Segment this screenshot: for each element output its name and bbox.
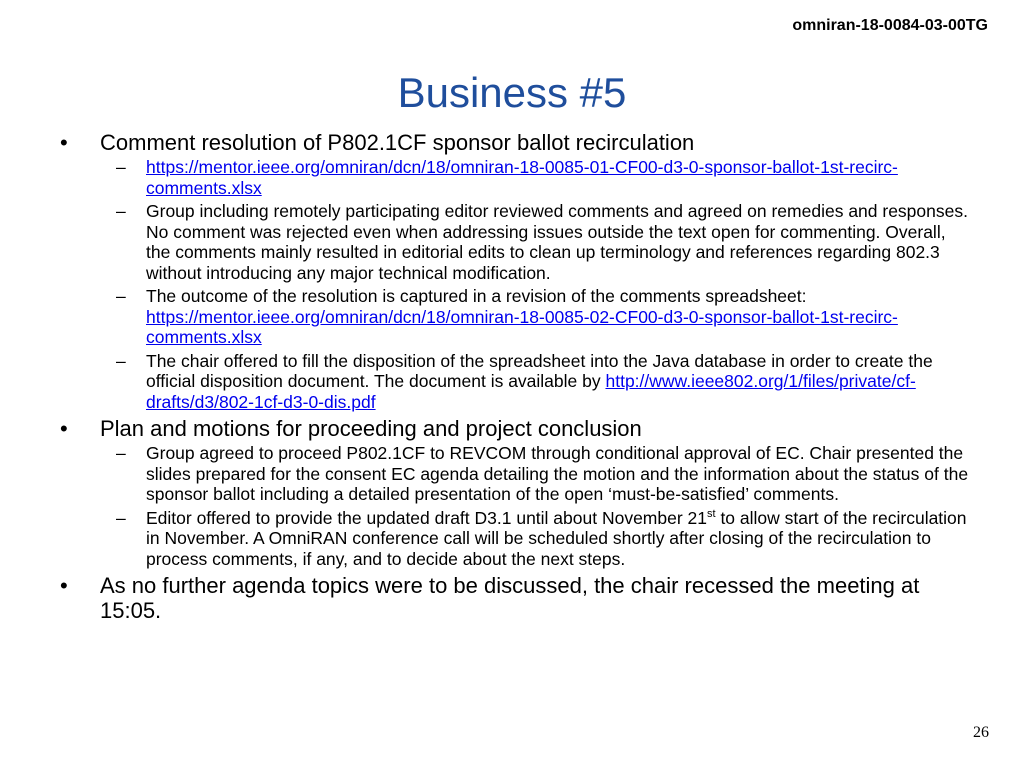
bullet-icon: • [60, 416, 68, 441]
ordinal-suffix: st [707, 507, 716, 520]
sub-bullet-text: Editor offered to provide the updated draft D3.1 until about November 21 [146, 507, 708, 528]
sub-bullet-list [100, 443, 970, 569]
page-number: 26 [973, 724, 989, 741]
sub-bullet-list [100, 157, 970, 412]
sub-bullet-text: The chair offered to fill the disposition of the spreadsheet into the Java database in order to create the official disposition document. The document is available by [146, 350, 933, 391]
comments-spreadsheet-link-r01[interactable]: https://mentor.ieee.org/omniran/dcn/18/omniran-18-0085-01-CF00-d3-0-sponsor-ballot-1st-recirc-comments.xlsx [146, 157, 898, 198]
bullet-text: As no further agenda topics were to be discussed, the chair recessed the meeting at 15:05. [100, 573, 920, 623]
sub-bullet-text: Group including remotely participating editor reviewed comments and agreed on remedies and responses. No comment was rejected even when addressing issues outside the text open for commenting. Overall, the comments mainly resulted in editorial edits to clean up terminology and references regarding 802.3 without introducing any major technical modification. [146, 201, 968, 283]
bullet-icon: • [60, 130, 68, 155]
sub-bullet-item [100, 351, 970, 413]
sub-bullet-item [100, 286, 970, 348]
dash-icon: – [116, 443, 126, 463]
bullet-icon: • [60, 573, 68, 598]
bullet-text: Comment resolution of P802.1CF sponsor ballot recirculation [100, 130, 695, 155]
dash-icon: – [116, 286, 126, 306]
bullet-item-plan-and-motions [60, 416, 970, 569]
slide-body [60, 130, 970, 627]
slide-title: Business #5 [397, 69, 627, 116]
bullet-text: Plan and motions for proceeding and project conclusion [100, 416, 642, 441]
sub-bullet-item [100, 443, 970, 505]
sub-bullet-item [100, 201, 970, 283]
disposition-document-link[interactable]: http://www.ieee802.org/1/files/private/cf-drafts/d3/802-1cf-d3-0-dis.pdf [146, 371, 916, 412]
sub-bullet-text: The outcome of the resolution is captured in a revision of the comments spreadsheet: [146, 286, 807, 306]
dash-icon: – [116, 157, 126, 177]
bullet-item-recess [60, 573, 970, 623]
sub-bullet-item [100, 508, 970, 570]
sub-bullet-text: to allow start of the recirculation in November. A OmniRAN conference call will be scheduled shortly after closing of the recirculation to process comments, if any, and to decide about the next steps. [146, 507, 967, 569]
comments-spreadsheet-link-r02[interactable]: https://mentor.ieee.org/omniran/dcn/18/omniran-18-0085-02-CF00-d3-0-sponsor-ballot-1st-recirc-comments.xlsx [146, 306, 898, 347]
dash-icon: – [116, 350, 126, 371]
dash-icon: – [116, 507, 126, 528]
bullet-list [60, 130, 970, 623]
sub-bullet-item [100, 157, 970, 198]
bullet-item-comment-resolution [60, 130, 970, 412]
dash-icon: – [116, 201, 126, 221]
document-id: omniran-18-0084-03-00TG [792, 17, 988, 34]
sub-bullet-text: Group agreed to proceed P802.1CF to REVCOM through conditional approval of EC. Chair presented the slides prepared for the consent EC agenda detailing the motion and the information about the status of the sponsor ballot including a detailed presentation of the open ‘must-be-satisfied’ comments. [146, 443, 969, 504]
